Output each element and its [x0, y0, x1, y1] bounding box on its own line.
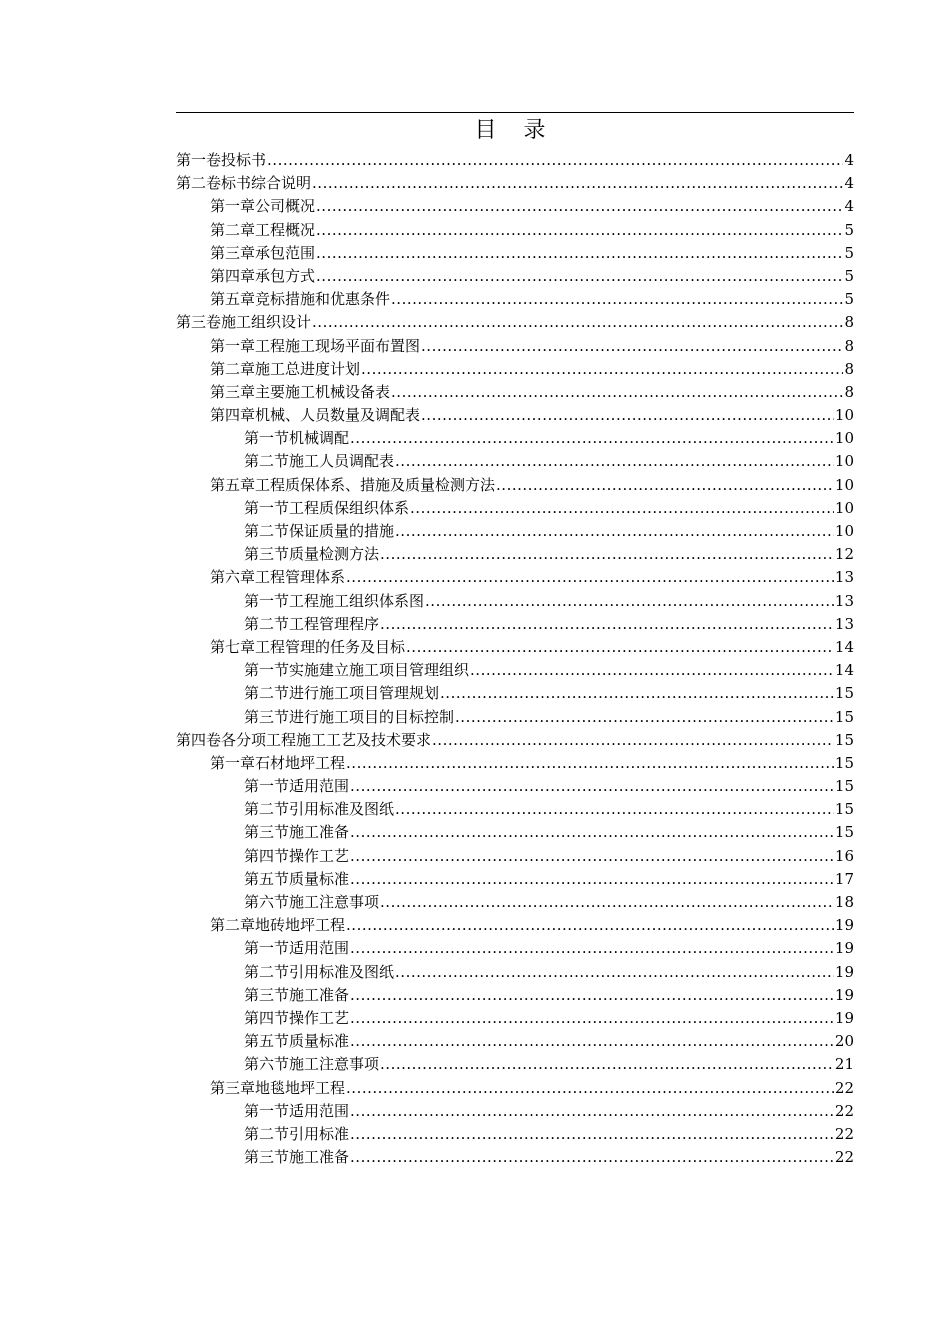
- toc-entry-number: 第一节: [244, 661, 290, 680]
- toc-entry-page-number: 4: [844, 197, 854, 216]
- toc-entry-label: 质量标准: [289, 1032, 350, 1051]
- toc-entry-page-number: 22: [834, 1124, 854, 1143]
- toc-entry[interactable]: [176, 845, 854, 868]
- dot-leader: [346, 566, 834, 589]
- toc-entry-number: 第一节: [244, 429, 290, 448]
- toc-entry-page-number: 8: [844, 336, 854, 355]
- toc-entry-page-number: 15: [834, 800, 854, 819]
- toc-entry-number: 第二节: [244, 614, 290, 633]
- toc-entry-label: 机械、人员数量及调配表: [255, 406, 421, 425]
- toc-entry-page-number: 15: [834, 730, 854, 749]
- toc-entry[interactable]: [176, 311, 854, 334]
- toc-entry[interactable]: [176, 891, 854, 914]
- toc-entry-label: 施工注意事项: [289, 893, 380, 911]
- dot-leader: [432, 729, 834, 752]
- dot-leader: [425, 590, 834, 613]
- toc-entry-label: 工程概况: [255, 220, 316, 239]
- toc-entry-page-number: 19: [834, 1008, 854, 1027]
- toc-entry[interactable]: [176, 682, 854, 705]
- toc-entry[interactable]: [176, 1077, 854, 1100]
- toc-entry-label: 竞标措施和优惠条件: [255, 290, 391, 309]
- toc-entry[interactable]: [176, 706, 854, 729]
- toc-entry-page-number: 10: [834, 406, 854, 425]
- toc-entry[interactable]: [176, 265, 854, 288]
- toc-entry-page-number: 10: [834, 498, 854, 517]
- toc-entry-number: 第二节: [244, 684, 290, 703]
- toc-entry-label: 工程施工现场平面布置图: [255, 336, 421, 355]
- toc-entry-number: 第一节: [244, 1101, 290, 1120]
- toc-entry-label: 引用标准及图纸: [289, 962, 395, 981]
- toc-entry[interactable]: [176, 288, 854, 311]
- toc-entry[interactable]: [176, 752, 854, 775]
- toc-entry[interactable]: [176, 729, 854, 752]
- toc-entry-page-number: 5: [844, 266, 854, 285]
- dot-leader: [395, 450, 834, 473]
- toc-entry-number: 第五章: [210, 475, 256, 494]
- dot-leader: [316, 242, 843, 265]
- toc-entry-number: 第一节: [244, 939, 290, 958]
- toc-entry-label: 施工组织设计: [221, 313, 312, 332]
- dot-leader: [350, 1100, 834, 1123]
- toc-entry-label: 引用标准及图纸: [289, 800, 395, 819]
- toc-entry-page-number: 15: [834, 684, 854, 703]
- toc-entry-number: 第一节: [244, 777, 290, 796]
- toc-entry-number: 第三卷: [176, 313, 222, 332]
- toc-entry-number: 第三章: [210, 382, 256, 401]
- toc-entry-label: 机械调配: [289, 429, 350, 448]
- toc-entry-number: 第三章: [210, 1078, 256, 1097]
- dot-leader: [350, 775, 834, 798]
- dot-leader: [346, 1077, 834, 1100]
- dot-leader: [350, 1123, 834, 1146]
- toc-entry-page-number: 5: [844, 220, 854, 239]
- toc-entry-number: 第六节: [244, 1055, 290, 1074]
- toc-entry[interactable]: [176, 636, 854, 659]
- toc-entry-page-number: 14: [834, 637, 854, 656]
- dot-leader: [421, 335, 843, 358]
- toc-entry[interactable]: [176, 775, 854, 798]
- toc-entry-number: 第六章: [210, 568, 256, 587]
- toc-entry-page-number: 19: [834, 985, 854, 1004]
- dot-leader: [380, 613, 834, 636]
- toc-entry[interactable]: [176, 961, 854, 984]
- toc-entry[interactable]: [176, 914, 854, 937]
- dot-leader: [350, 845, 834, 868]
- dot-leader: [410, 497, 834, 520]
- dot-leader: [380, 543, 834, 566]
- toc-entry-page-number: 19: [834, 916, 854, 935]
- dot-leader: [395, 961, 834, 984]
- toc-entry-label: 适用范围: [289, 939, 350, 958]
- toc-entry[interactable]: [176, 1053, 854, 1076]
- toc-entry-label: 适用范围: [289, 1101, 350, 1120]
- toc-entry-label: 工程管理体系: [255, 568, 346, 587]
- document-page: [176, 112, 854, 1169]
- toc-entry-page-number: 5: [844, 243, 854, 262]
- toc-entry-label: 工程质保组织体系: [289, 498, 410, 517]
- toc-entry-page-number: 19: [834, 939, 854, 958]
- dot-leader: [346, 752, 834, 775]
- toc-entry-label: 各分项工程施工工艺及技术要求: [221, 730, 432, 749]
- toc-entry-label: 工程质保体系、措施及质量检测方法: [255, 475, 496, 494]
- dot-leader: [316, 195, 843, 218]
- dot-leader: [350, 868, 834, 891]
- toc-entry-number: 第三节: [244, 823, 290, 842]
- toc-entry-page-number: 14: [834, 661, 854, 680]
- toc-entry-number: 第四节: [244, 1008, 290, 1027]
- toc-entry-label: 操作工艺: [289, 1008, 350, 1027]
- dot-leader: [380, 1053, 834, 1076]
- dot-leader: [312, 172, 843, 195]
- toc-entry-label: 标书综合说明: [221, 174, 312, 193]
- toc-entry-number: 第二章: [210, 220, 256, 239]
- toc-entry-page-number: 8: [844, 313, 854, 332]
- toc-entry-number: 第一卷: [176, 151, 222, 169]
- toc-entry-label: 工程管理程序: [289, 614, 380, 633]
- dot-leader: [350, 984, 834, 1007]
- toc-entry-label: 施工准备: [289, 823, 350, 842]
- dot-leader: [350, 1030, 834, 1053]
- dot-leader: [455, 706, 834, 729]
- toc-entry-number: 第二节: [244, 962, 290, 981]
- toc-entry-number: 第一节: [244, 591, 290, 610]
- toc-entry-page-number: 18: [834, 893, 854, 911]
- toc-entry-label: 公司概况: [255, 197, 316, 216]
- toc-entry-label: 操作工艺: [289, 846, 350, 865]
- toc-entry-label: 质量标准: [289, 869, 350, 888]
- toc-entry-page-number: 15: [834, 707, 854, 726]
- toc-entry-page-number: 13: [834, 614, 854, 633]
- toc-entry-label: 进行施工项目的目标控制: [289, 707, 455, 726]
- dot-leader: [316, 265, 843, 288]
- toc-entry-number: 第一节: [244, 498, 290, 517]
- toc-entry-number: 第四节: [244, 846, 290, 865]
- toc-entry[interactable]: [176, 613, 854, 636]
- toc-entry-label: 引用标准: [289, 1124, 350, 1143]
- toc-entry[interactable]: [176, 566, 854, 589]
- toc-entry[interactable]: [176, 659, 854, 682]
- toc-entry-page-number: 20: [834, 1032, 854, 1051]
- table-of-contents: [176, 149, 854, 1169]
- toc-entry-page-number: 10: [834, 429, 854, 448]
- toc-entry-number: 第四章: [210, 266, 256, 285]
- toc-entry[interactable]: [176, 427, 854, 450]
- toc-entry-number: 第三节: [244, 545, 290, 564]
- toc-entry-label: 施工准备: [289, 985, 350, 1004]
- toc-entry-label: 地砖地坪工程: [255, 916, 346, 935]
- toc-entry-label: 投标书: [221, 151, 267, 169]
- toc-entry-number: 第一章: [210, 336, 256, 355]
- toc-entry-number: 第二节: [244, 522, 290, 540]
- toc-entry-label: 地毯地坪工程: [255, 1078, 346, 1097]
- toc-entry-label: 石材地坪工程: [255, 753, 346, 772]
- toc-entry-page-number: 15: [834, 777, 854, 796]
- dot-leader: [350, 1146, 834, 1169]
- toc-entry-number: 第三章: [210, 243, 256, 262]
- toc-entry-number: 第二卷: [176, 174, 222, 193]
- toc-entry[interactable]: [176, 219, 854, 242]
- toc-entry-number: 第一章: [210, 753, 256, 772]
- toc-entry[interactable]: [176, 1030, 854, 1053]
- dot-leader: [312, 311, 843, 334]
- toc-entry-number: 第二节: [244, 800, 290, 819]
- toc-entry-page-number: 4: [844, 151, 854, 169]
- toc-entry-number: 第三节: [244, 707, 290, 726]
- toc-entry-page-number: 4: [844, 174, 854, 193]
- toc-entry-number: 第二节: [244, 1124, 290, 1143]
- dot-leader: [350, 937, 834, 960]
- dot-leader: [350, 1007, 834, 1030]
- toc-entry[interactable]: [176, 1007, 854, 1030]
- toc-entry-label: 施工准备: [289, 1148, 350, 1167]
- toc-entry-label: 施工注意事项: [289, 1055, 380, 1074]
- toc-entry-number: 第二章: [210, 916, 256, 935]
- toc-entry[interactable]: [176, 242, 854, 265]
- toc-entry-number: 第二节: [244, 452, 290, 471]
- toc-entry-number: 第三节: [244, 985, 290, 1004]
- toc-entry[interactable]: [176, 1146, 854, 1169]
- toc-entry-page-number: 17: [834, 869, 854, 888]
- dot-leader: [346, 914, 834, 937]
- toc-entry-label: 进行施工项目管理规划: [289, 684, 440, 703]
- toc-entry-page-number: 13: [834, 568, 854, 587]
- toc-entry-number: 第五节: [244, 869, 290, 888]
- toc-entry-page-number: 15: [834, 753, 854, 772]
- toc-entry-page-number: 12: [834, 545, 854, 564]
- toc-entry[interactable]: [176, 868, 854, 891]
- dot-leader: [440, 682, 834, 705]
- toc-entry[interactable]: [176, 520, 854, 543]
- toc-entry-number: 第四卷: [176, 730, 222, 749]
- toc-entry-label: 承包方式: [255, 266, 316, 285]
- dot-leader: [421, 404, 834, 427]
- toc-entry-number: 第七章: [210, 637, 256, 656]
- toc-entry-label: 质量检测方法: [289, 545, 380, 564]
- toc-entry-label: 主要施工机械设备表: [255, 382, 391, 401]
- toc-title: 目 录: [474, 118, 556, 143]
- toc-entry[interactable]: [176, 497, 854, 520]
- dot-leader: [395, 520, 834, 543]
- toc-entry-page-number: 8: [844, 359, 854, 378]
- toc-entry-page-number: 8: [844, 382, 854, 401]
- toc-entry[interactable]: [176, 821, 854, 844]
- toc-entry[interactable]: [176, 335, 854, 358]
- toc-entry-label: 工程管理的任务及目标: [255, 637, 406, 656]
- toc-entry[interactable]: [176, 195, 854, 218]
- dot-leader: [395, 798, 834, 821]
- toc-entry-number: 第四章: [210, 406, 256, 425]
- dot-leader: [391, 288, 843, 311]
- toc-entry-page-number: 10: [834, 522, 854, 540]
- toc-entry-number: 第二章: [210, 359, 256, 378]
- toc-entry[interactable]: [176, 474, 854, 497]
- toc-entry[interactable]: [176, 590, 854, 613]
- toc-entry-page-number: 5: [844, 290, 854, 309]
- toc-entry[interactable]: [176, 404, 854, 427]
- dot-leader: [470, 659, 834, 682]
- toc-entry-label: 实施建立施工项目管理组织: [289, 661, 470, 680]
- dot-leader: [406, 636, 834, 659]
- toc-entry[interactable]: [176, 450, 854, 473]
- dot-leader: [361, 358, 843, 381]
- toc-entry[interactable]: [176, 149, 854, 172]
- toc-entry-number: 第一章: [210, 197, 256, 216]
- dot-leader: [316, 219, 843, 242]
- toc-entry-label: 保证质量的措施: [289, 522, 395, 540]
- dot-leader: [496, 474, 834, 497]
- toc-entry[interactable]: [176, 1100, 854, 1123]
- toc-entry-label: 施工总进度计划: [255, 359, 361, 378]
- toc-entry-page-number: 22: [834, 1101, 854, 1120]
- toc-entry-number: 第五章: [210, 290, 256, 309]
- toc-entry[interactable]: [176, 381, 854, 404]
- toc-entry-page-number: 21: [834, 1055, 854, 1074]
- toc-entry[interactable]: [176, 358, 854, 381]
- toc-entry[interactable]: [176, 984, 854, 1007]
- toc-entry-label: 施工人员调配表: [289, 452, 395, 471]
- dot-leader: [350, 427, 834, 450]
- toc-entry[interactable]: [176, 937, 854, 960]
- toc-entry-page-number: 22: [834, 1148, 854, 1167]
- toc-entry-page-number: 10: [834, 475, 854, 494]
- toc-entry[interactable]: [176, 543, 854, 566]
- dot-leader: [391, 381, 843, 404]
- toc-entry-page-number: 19: [834, 962, 854, 981]
- toc-entry-page-number: 10: [834, 452, 854, 471]
- toc-entry-number: 第五节: [244, 1032, 290, 1051]
- toc-entry[interactable]: [176, 172, 854, 195]
- toc-entry-page-number: 13: [834, 591, 854, 610]
- toc-entry-label: 工程施工组织体系图: [289, 591, 425, 610]
- toc-entry-label: 适用范围: [289, 777, 350, 796]
- toc-entry-label: 承包范围: [255, 243, 316, 262]
- toc-entry[interactable]: [176, 1123, 854, 1146]
- dot-leader: [350, 821, 834, 844]
- toc-entry-number: 第六节: [244, 893, 290, 911]
- dot-leader: [267, 149, 843, 172]
- toc-entry-page-number: 22: [834, 1078, 854, 1097]
- toc-entry-page-number: 16: [834, 846, 854, 865]
- toc-entry[interactable]: [176, 798, 854, 821]
- dot-leader: [380, 891, 834, 914]
- toc-entry-page-number: 15: [834, 823, 854, 842]
- toc-entry-number: 第三节: [244, 1148, 290, 1167]
